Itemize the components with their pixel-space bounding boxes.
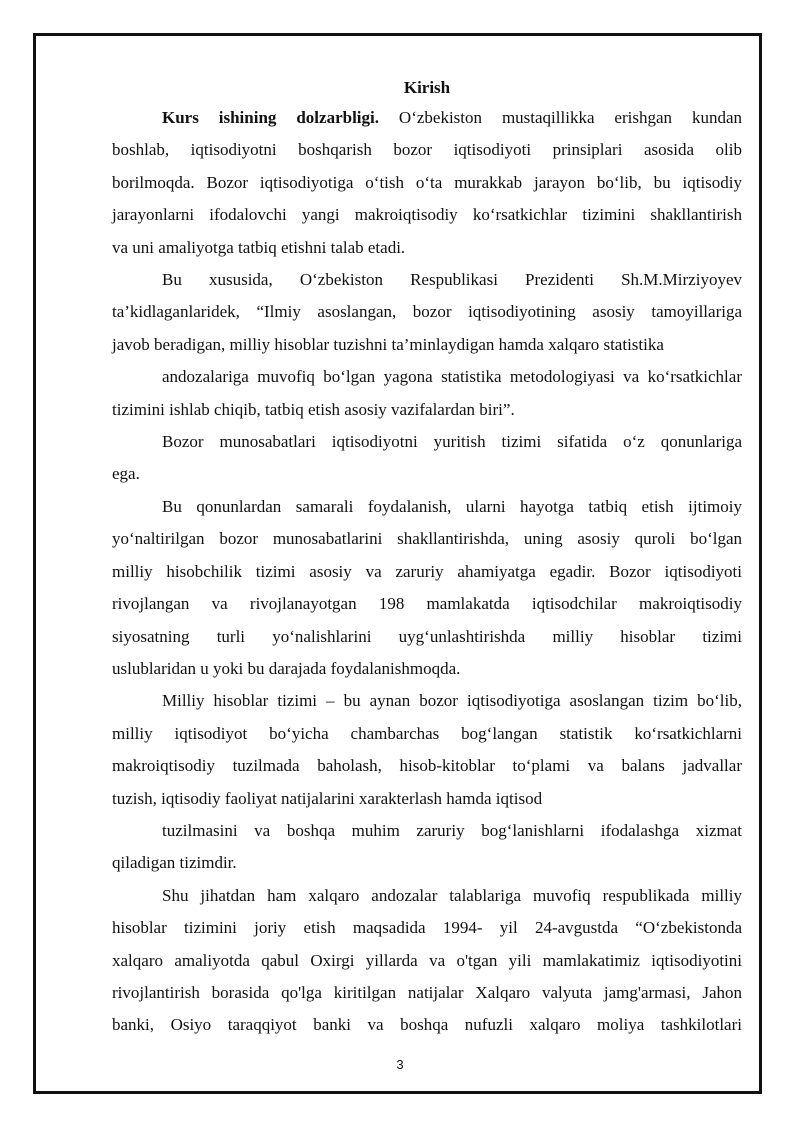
text-line-content: hisoblar tizimini joriy etish maqsadida 1994- yil 24-avgustda “O‘zbekistonda [112,918,742,938]
text-line-content: rivojlantirish borasida qo'lga kiritilgan natijalar Xalqaro valyuta jamg'armasi, Jahon [112,982,742,1002]
paragraph [112,264,742,361]
text-line [112,783,742,815]
text-line-content: Shu jihatdan ham xalqaro andozalar talablariga muvofiq respublikada milliy [162,885,742,905]
text-line-content: andozalariga muvofiq bo‘lgan yagona statistika metodologiyasi va ko‘rsatkichlar [162,367,742,387]
paragraph [112,426,742,491]
text-line [112,847,742,879]
text-line-content: Bozor munosabatlari iqtisodiyotni yuritish tizimi sifatida o‘z qonunlariga [162,432,742,452]
page-title: Kirish [403,78,451,97]
paragraph-lead: Kurs ishining dolzarbligi. [162,108,379,127]
text-line-content: siyosatning turli yo‘nalishlarini uyg‘unlashtirishda milliy hisoblar tizimi [112,626,742,646]
text-line-content: tuzilmasini va boshqa muhim zaruriy bog‘lanishlarni ifodalashga xizmat [162,820,742,840]
paragraph [112,102,742,264]
text-line-content: banki, Osiyo taraqqiyot banki va boshqa nufuzli xalqaro moliya tashkilotlari [112,1015,742,1035]
text-line-content: tuzish, iqtisodiy faoliyat natijalarini xarakterlash hamda iqtisod [112,788,543,808]
text-line [112,912,742,944]
text-line-content: makroiqtisodiy tuzilmada baholash, hisob-kitoblar to‘plami va balans jadvallar [112,756,742,776]
text-line [112,394,742,426]
text-line [112,232,742,264]
text-line-content: uslublaridan u yoki bu darajada foydalanishmoqda. [112,658,461,678]
text-line [112,880,742,912]
text-line-content: ta’kidlaganlaridek, “Ilmiy asoslangan, bozor iqtisodiyotining asosiy tamoyillariga [112,302,742,322]
text-line-content: Bu qonunlardan samarali foydalanish, ularni hayotga tatbiq etish ijtimoiy [162,496,742,516]
text-line-content: rivojlangan va rivojlanayotgan 198 mamlakatda iqtisodchilar makroiqtisodiy [112,594,742,614]
text-line [112,296,742,328]
document-body [112,75,742,1042]
text-line-content: boshlab, iqtisodiyotni boshqarish bozor iqtisodiyoti prinsiplari asosida olib [112,140,742,160]
paragraph [112,491,742,685]
text-line [112,264,742,296]
text-line-content: milliy iqtisodiyot bo‘yicha chambarchas bog‘langan statistik ko‘rsatkichlarni [112,723,742,743]
text-line-content: va uni amaliyotga tatbiq etishni talab etadi. [112,237,406,257]
text-line [112,491,742,523]
text-line-content: ega. [112,464,140,484]
text-line-content: tizimini ishlab chiqib, tatbiq etish asosiy vazifalardan biri”. [112,399,515,419]
text-line [112,621,742,653]
text-line [112,685,742,717]
text-line [112,361,742,393]
text-line-content: yo‘naltirilgan bozor munosabatlarini shakllantirishda, uning asosiy quroli bo‘lgan [112,529,742,549]
text-line-content: O‘zbekiston mustaqillikka erishgan kundan [379,108,742,127]
text-line [112,977,742,1009]
text-line-content: Bu xususida, O‘zbekiston Respublikasi Prezidenti Sh.M.Mirziyoyev [162,270,742,290]
text-line-content: milliy hisobchilik tizimi asosiy va zaruriy ahamiyatga egadir. Bozor iqtisodiyoti [112,561,742,581]
text-line [112,458,742,490]
text-line [112,134,742,166]
text-line [112,426,742,458]
paragraphs [112,102,742,1042]
paragraph [112,361,742,426]
text-line-content: xalqaro amaliyotda qabul Oxirgi yillarda va o'tgan yili mamlakatimiz iqtisodiyotini [112,950,742,970]
text-line [112,750,742,782]
paragraph [112,815,742,880]
text-line [112,945,742,977]
text-line [112,588,742,620]
text-line [112,329,742,361]
text-line [112,1009,742,1041]
text-line-content: javob beradigan, milliy hisoblar tuzishni ta’minlaydigan hamda xalqaro statistika [112,334,664,354]
text-line-content: borilmoqda. Bozor iqtisodiyotiga o‘tish o‘ta murakkab jarayon bo‘lib, bu iqtisodiy [112,172,742,192]
text-line [112,167,742,199]
text-line [112,199,742,231]
text-line-content: jarayonlarni ifodalovchi yangi makroiqtisodiy ko‘rsatkichlar tizimini shakllantirish [112,205,742,225]
paragraph [112,880,742,1042]
page-number: 3 [396,1057,404,1072]
text-line [112,815,742,847]
text-line [112,556,742,588]
text-line-content: Milliy hisoblar tizimi – bu aynan bozor iqtisodiyotiga asoslangan tizim bo‘lib, [162,691,742,711]
text-line-content: qiladigan tizimdir. [112,853,237,873]
text-line [112,523,742,555]
text-line [112,718,742,750]
paragraph [112,685,742,815]
text-line [112,102,742,134]
text-line [112,653,742,685]
